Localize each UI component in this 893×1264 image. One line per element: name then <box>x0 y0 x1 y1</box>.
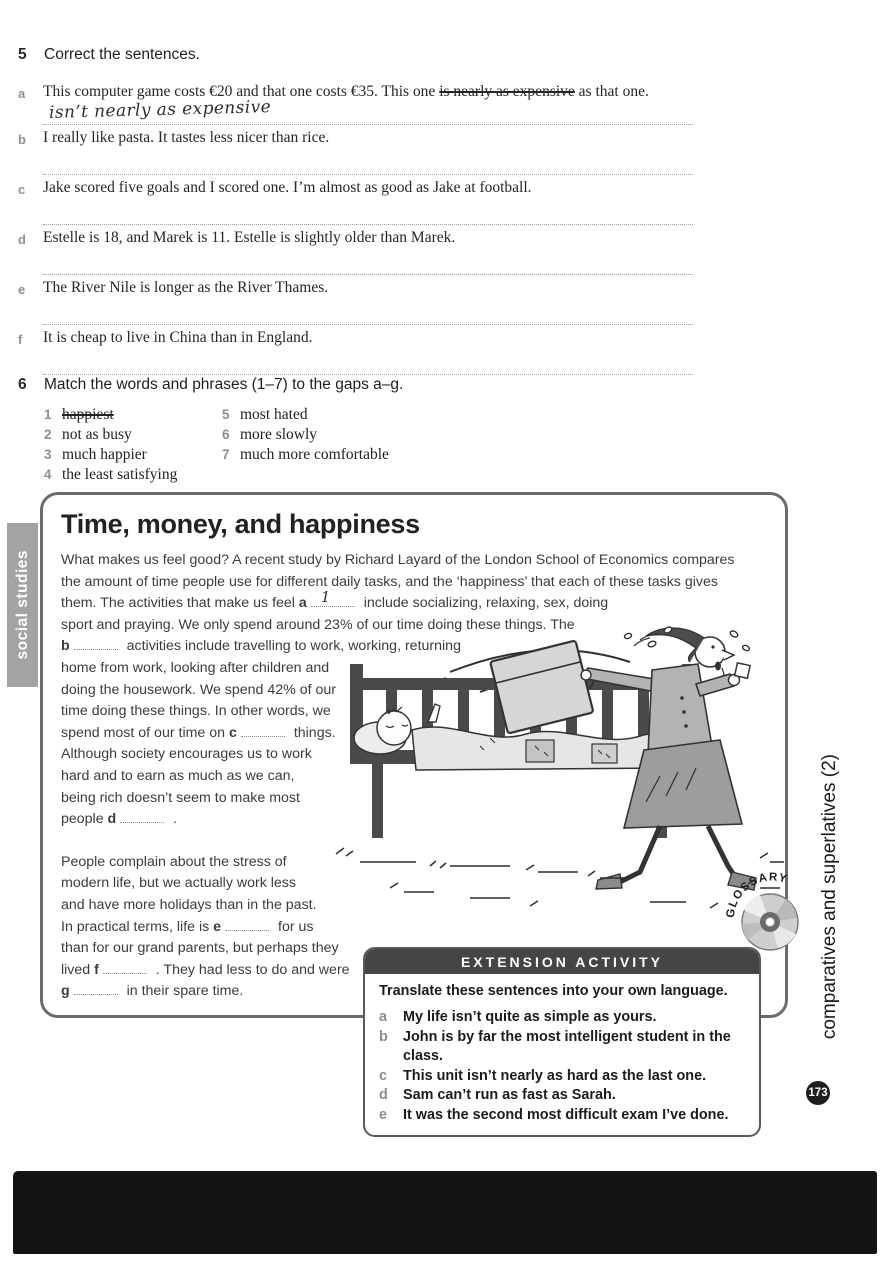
exercise-6-heading <box>18 376 638 394</box>
word-text: not as busy <box>62 426 132 443</box>
reading-title: Time, money, and happiness <box>61 509 420 539</box>
item-label: c <box>379 1067 388 1084</box>
exercise-5-item-f <box>18 328 718 375</box>
answer-line <box>43 97 693 125</box>
item-label: c <box>18 182 26 197</box>
sentence-text: home from work, looking after children and <box>61 659 330 676</box>
gap-line-b <box>74 637 118 650</box>
item-label: f <box>18 332 23 347</box>
sentence-text: the amount of time people use for different daily tasks, and the ‘happiness’ that each of these tasks gives <box>61 573 718 590</box>
sentence-text: Jake scored five goals and I scored one. I’m almost as good as Jake at football. <box>43 179 532 196</box>
sentence <box>43 278 328 300</box>
sentence-text: hard and to earn as much as we can, <box>61 767 295 784</box>
sentence-text: spend most of our time on <box>61 724 229 741</box>
extension-activity-box <box>363 947 761 1137</box>
exercise-5-item-a <box>18 82 718 125</box>
exercise-number: 6 <box>18 376 27 393</box>
word-number: 2 <box>44 427 52 442</box>
sentence-text: and have more holidays than in the past. <box>61 896 317 913</box>
word-list-item <box>44 466 222 484</box>
unit-side-caption: comparatives and superlatives (2) <box>819 754 840 1040</box>
exercise-5-items <box>18 82 718 375</box>
gap-letter-g: g <box>61 983 70 1000</box>
gap-letter-a: a <box>298 595 307 612</box>
glossary-cd-icon <box>726 872 802 954</box>
sentence-text: things. <box>289 724 336 741</box>
exercise-title: Correct the sentences. <box>44 46 200 63</box>
sentence-row <box>18 278 718 300</box>
sentence <box>43 128 329 150</box>
sentence-text: It is cheap to live in China than in England. <box>43 329 313 346</box>
park-bench-cartoon-illustration <box>330 626 788 940</box>
extension-item-d <box>379 1086 747 1106</box>
extension-item-a <box>379 1008 747 1028</box>
gap-line-a <box>311 588 355 607</box>
sentence-text: modern life, but we actually work less <box>61 875 296 892</box>
sentence-text: being rich doesn’t seem to make most <box>61 789 300 806</box>
subject-tab-label: social studies <box>13 550 31 660</box>
sentence-text: in their spare time. <box>122 983 244 1000</box>
sentence-text: This computer game costs €20 and that one costs €35. This one <box>43 83 440 100</box>
sentence-text: Although society encourages us to work <box>61 746 312 763</box>
sentence-text: sport and praying. We only spend around 23% of our time doing these things. The <box>61 616 575 633</box>
sentence-row <box>18 228 718 250</box>
word-list-item <box>44 406 222 424</box>
sentence-text: lived <box>61 961 95 978</box>
word-list-item <box>44 426 222 444</box>
sentence-text: The River Nile is longer as the River Thames. <box>43 279 329 296</box>
extension-intro: Translate these sentences into your own language. <box>379 983 728 999</box>
gap-letter-e: e <box>213 918 222 935</box>
sentence-text: activities include travelling to work, working, returning <box>122 638 461 655</box>
sentence <box>43 228 455 250</box>
sentence-row <box>18 178 718 200</box>
passage-line <box>61 572 785 594</box>
word-text: the least satisfying <box>62 466 178 483</box>
extension-activity-header: EXTENSION ACTIVITY <box>365 949 759 974</box>
exercise-5-item-b <box>18 128 718 175</box>
answer-line <box>43 159 693 175</box>
item-label: b <box>18 132 26 147</box>
word-text: happiest <box>62 406 114 423</box>
word-number: 6 <box>222 427 230 442</box>
gap-line-e <box>225 918 269 931</box>
sentence-text: time doing these things. In other words, we <box>61 703 331 720</box>
word-list-item <box>222 446 389 464</box>
page-number-badge: 173 <box>806 1081 830 1105</box>
subject-tab <box>7 523 38 687</box>
gap-letter-d: d <box>107 811 117 828</box>
sentence-text: . They had less to do and were <box>151 961 350 978</box>
exercise-5-heading <box>18 46 718 64</box>
sentence-text: for us <box>274 918 314 935</box>
sentence-text: What makes us feel good? A recent study by Richard Layard of the London School of Economics compares <box>61 552 735 568</box>
sentence-text: People complain about the stress of <box>61 853 287 870</box>
word-text: most hated <box>240 406 308 423</box>
sentence-text: doing the housework. We spend 42% of our <box>61 681 336 698</box>
item-text: John is by far the most intelligent student in the class. <box>403 1028 731 1064</box>
item-text: Sam can’t run as fast as Sarah. <box>403 1087 616 1103</box>
sentence-row <box>18 128 718 150</box>
bottom-black-bar <box>13 1171 877 1254</box>
sentence-text: . <box>169 811 178 828</box>
answer-line <box>43 259 693 275</box>
sentence-text: than for our grand parents, but perhaps they <box>61 940 339 957</box>
word-list-item <box>222 406 389 424</box>
word-text: more slowly <box>240 426 318 443</box>
exercise-number: 5 <box>18 46 27 63</box>
sentence-text: I really like pasta. It tastes less nicer than rice. <box>43 129 330 146</box>
word-list-item <box>222 426 389 444</box>
exercise-5-item-e <box>18 278 718 325</box>
answer-line <box>43 309 693 325</box>
word-text: much happier <box>62 446 147 463</box>
gap-line-d <box>120 810 164 823</box>
sentence-text: include socializing, relaxing, sex, doing <box>359 595 609 612</box>
exercise-5-item-d <box>18 228 718 275</box>
struck-text: is nearly as expensive <box>439 83 575 100</box>
grass-strokes <box>336 848 784 908</box>
glossary-label: GLOSSARY <box>726 872 789 919</box>
item-label: b <box>379 1028 388 1045</box>
extension-item-e <box>379 1106 747 1126</box>
sentence-text: them. The activities that make us feel <box>61 595 299 612</box>
exercise-6-word-list <box>44 406 638 484</box>
answer-line <box>43 209 693 225</box>
gap-letter-f: f <box>94 961 99 978</box>
handwritten-answer: isn’t nearly as expensive <box>48 97 272 123</box>
extension-item-b <box>379 1028 747 1067</box>
gap-line-f <box>103 961 147 974</box>
item-text: It was the second most difficult exam I’ve done. <box>403 1106 729 1123</box>
word-list-column-1 <box>44 406 222 484</box>
word-text: much more comfortable <box>240 446 389 463</box>
word-number: 5 <box>222 407 230 422</box>
exercise-6 <box>18 376 638 484</box>
sentence <box>43 178 532 200</box>
gap-line-g <box>74 982 118 995</box>
item-label: d <box>379 1087 388 1103</box>
word-number: 3 <box>44 447 52 462</box>
word-list-item <box>44 446 222 464</box>
item-text: This unit isn’t nearly as hard as the last one. <box>403 1067 707 1084</box>
word-number: 7 <box>222 447 230 462</box>
item-label: d <box>18 232 26 247</box>
gap-line-c <box>241 724 285 737</box>
sentence-row <box>18 328 718 350</box>
sentence-text: as that one. <box>574 83 649 100</box>
item-label: a <box>379 1009 388 1025</box>
word-number: 4 <box>44 467 52 482</box>
exercise-5 <box>18 46 718 378</box>
word-number: 1 <box>44 407 52 422</box>
exercise-title: Match the words and phrases (1–7) to the gaps a–g. <box>44 376 404 393</box>
extension-items <box>379 1008 747 1125</box>
item-label: e <box>379 1106 388 1123</box>
item-label: e <box>18 282 26 297</box>
passage-line <box>61 550 785 572</box>
sentence <box>43 328 312 350</box>
word-list-column-2 <box>222 406 389 484</box>
sentence-text: In practical terms, life is <box>61 918 214 935</box>
gap-letter-c: c <box>228 724 237 741</box>
sentence-text: Estelle is 18, and Marek is 11. Estelle is slightly older than Marek. <box>43 229 456 246</box>
passage-line <box>61 588 785 615</box>
item-label: a <box>18 86 26 101</box>
extension-item-c <box>379 1067 747 1087</box>
item-text: My life isn’t quite as simple as yours. <box>403 1009 657 1025</box>
sentence-text: people <box>61 811 108 828</box>
answer-line <box>43 359 693 375</box>
gap-letter-b: b <box>61 638 70 655</box>
handwritten-gap-answer: 1 <box>320 588 331 607</box>
exercise-5-item-c <box>18 178 718 225</box>
